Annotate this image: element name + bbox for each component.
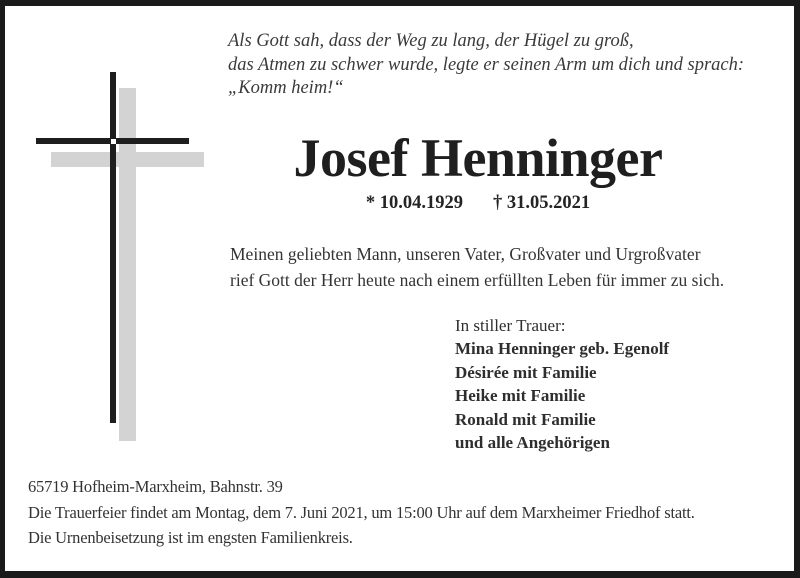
- tribute-line: rief Gott der Herr heute nach einem erfüllten Leben für immer zu sich.: [230, 269, 725, 290]
- tribute-paragraph: [230, 242, 724, 293]
- life-dates: [228, 193, 728, 214]
- cross-horizontal-bar: [36, 138, 189, 144]
- epigraph-line: „Komm heim!“: [228, 78, 344, 98]
- cross-center-dot: [111, 139, 116, 144]
- tribute-line: Meinen geliebten Mann, unseren Vater, Großvater und Urgroßvater: [230, 244, 701, 264]
- mourner-name: Ronald mit Familie: [455, 409, 596, 429]
- mourners-heading: In stiller Trauer:: [455, 316, 566, 335]
- epigraph-line: das Atmen zu schwer wurde, legte er seinen Arm um dich und sprach:: [228, 54, 745, 75]
- epigraph-quote: [228, 30, 744, 101]
- cross-shadow-vertical-bar: [119, 88, 136, 441]
- footer-info: [28, 474, 695, 551]
- death-date: † 31.05.2021: [493, 193, 591, 213]
- cross-vertical-bar: [110, 72, 116, 423]
- deceased-name: Josef Henninger: [293, 128, 663, 188]
- mourner-name: Désirée mit Familie: [455, 362, 597, 382]
- mourner-name: Mina Henninger geb. Egenolf: [455, 339, 670, 359]
- mourner-name: Heike mit Familie: [455, 386, 586, 406]
- epigraph-line: Als Gott sah, dass der Weg zu lang, der Hügel zu groß,: [228, 31, 634, 51]
- mourner-name: und alle Angehörigen: [455, 433, 610, 453]
- cross-shadow-horizontal-bar: [51, 152, 204, 167]
- urn-info-line: Die Urnenbeisetzung ist im engsten Familienkreis.: [28, 528, 353, 547]
- birth-date: * 10.04.1929: [365, 193, 463, 213]
- funeral-info-line: Die Trauerfeier findet am Montag, dem 7. Juni 2021, um 15:00 Uhr auf dem Marxheimer Friedhof statt.: [28, 502, 695, 522]
- header-block: [228, 130, 728, 214]
- address-line: 65719 Hofheim-Marxheim, Bahnstr. 39: [28, 477, 283, 496]
- mourners-list: [455, 314, 669, 454]
